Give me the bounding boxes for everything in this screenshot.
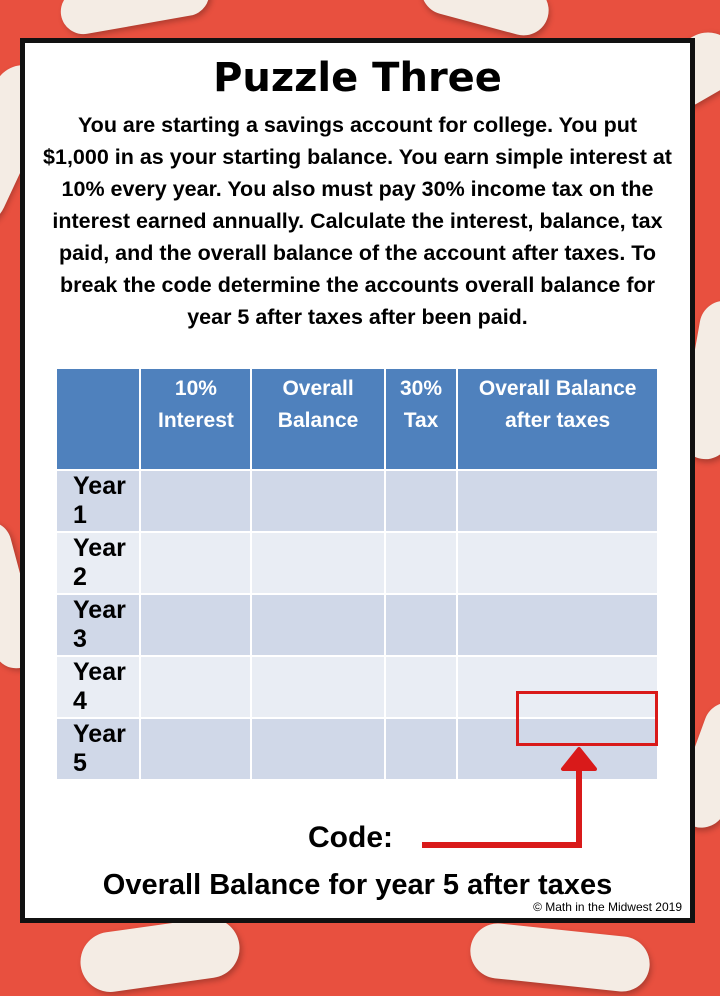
background-decoration — [416, 0, 555, 41]
background-decoration — [77, 914, 244, 996]
row-label: Year 2 — [57, 533, 139, 593]
puzzle-instructions: You are starting a savings account for college. You put $1,000 in as your starting balance. You earn simple interest at 10% every year. You also must pay 30% income tax on the interest earned annually. Calculate the interest, balance, tax paid, and the overall balance of the account after taxes. To break the code determine the accounts overall balance for year 5 after taxes after been paid. — [43, 113, 672, 329]
row-label: Year 3 — [57, 595, 139, 655]
header-balance-after-taxes: Overall Balance after taxes — [458, 369, 657, 469]
background-decoration — [57, 0, 213, 38]
row-label: Year 4 — [57, 657, 139, 717]
puzzle-card — [20, 38, 695, 923]
header-interest: 10% Interest — [141, 369, 250, 469]
page-title: Puzzle Three — [213, 55, 502, 101]
header-tax: 30% Tax — [386, 369, 457, 469]
header-balance: Overall Balance — [252, 369, 383, 469]
row-label: Year 5 — [57, 719, 139, 779]
code-label: Code: — [308, 821, 393, 854]
code-arrow-icon — [25, 43, 690, 918]
background-decoration — [468, 921, 653, 995]
copyright: © Math in the Midwest 2019 — [533, 900, 682, 914]
code-description: Overall Balance for year 5 after taxes — [102, 869, 613, 901]
row-label: Year 1 — [57, 471, 139, 531]
